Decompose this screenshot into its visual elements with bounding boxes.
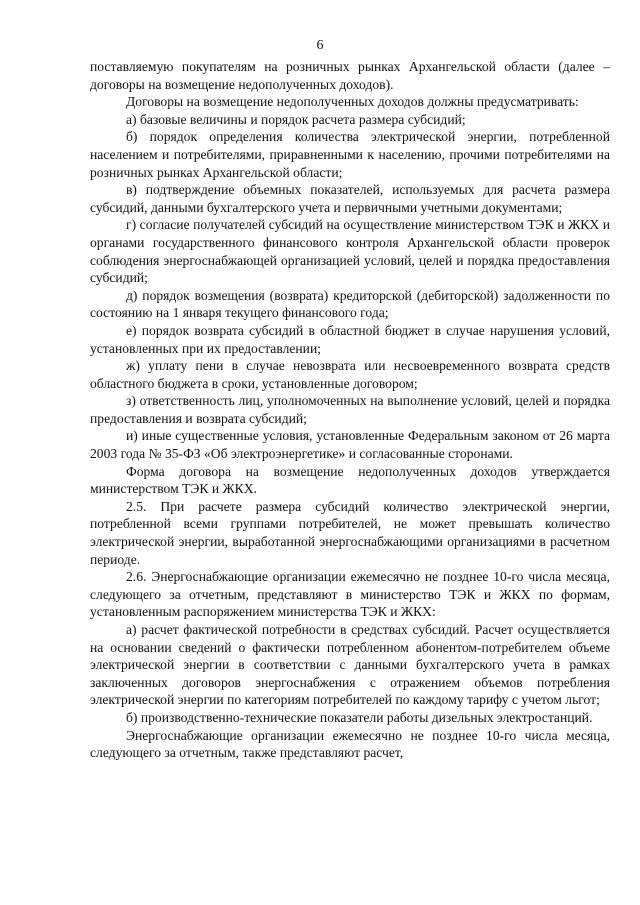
list-item-d: д) порядок возмещения (возврата) кредиторской (дебиторской) задолженности по состоянию на 1 января текущего финансового года; bbox=[90, 287, 610, 321]
list-item-b: б) порядок определения количества электрической энергии, потребленной населением и потребителями, приравненными к населению, прочими потребителями на розничных рынках Архангельской области; bbox=[90, 129, 610, 180]
list-item-g: г) согласие получателей субсидий на осуществление министерством ТЭК и ЖКХ и органами государственного финансового контроля Архангельской области проверок соблюдения энергоснабжающей организацией условий, целей и порядка предоставления субсидий; bbox=[90, 217, 610, 286]
list-item-z: з) ответственность лиц, уполномоченных на выполнение условий, целей и порядка предоставления и возврата субсидий; bbox=[90, 393, 610, 426]
list-item-v: в) подтверждение объемных показателей, используемых для расчета размера субсидий, данными бухгалтерского учета и первичными учетными документами; bbox=[90, 182, 610, 215]
document-body bbox=[90, 58, 610, 762]
paragraph-section-2-5: 2.5. При расчете размера субсидий количество электрической энергии, потребленной всеми группами потребителей, не может превышать количество электрической энергии, выработанной энергоснабжающими организациями в расчетном периоде. bbox=[90, 498, 610, 567]
list-item-a: а) базовые величины и порядок расчета размера субсидий; bbox=[126, 111, 466, 127]
paragraph-section-2-6: 2.6. Энергоснабжающие организации ежемесячно не позднее 10-го числа месяца, следующего за отчетным, представляют в министерство ТЭК и ЖКХ по формам, установленным распоряжением министерства ТЭК и ЖКХ: bbox=[90, 569, 610, 620]
paragraph-contract-form: Форма договора на возмещение недополученных доходов утверждается министерством ТЭК и ЖКХ. bbox=[90, 463, 610, 497]
list-item-e: е) порядок возврата субсидий в областной бюджет в случае нарушения условий, установленных при их предоставлении; bbox=[90, 322, 610, 356]
paragraph-contracts-intro: Договоры на возмещение недополученных доходов должны предусматривать: bbox=[126, 94, 579, 110]
list-item-i: и) иные существенные условия, установленные Федеральным законом от 26 марта 2003 года № 35-ФЗ «Об электроэнергетике» и согласованные сторонами. bbox=[90, 428, 610, 462]
list-item-2-6-b: б) производственно-технические показатели работы дизельных электростанций. bbox=[126, 709, 593, 725]
paragraph-monthly-report: Энергоснабжающие организации ежемесячно не позднее 10-го числа месяца, следующего за отчетным, также представляют расчет, bbox=[90, 727, 610, 761]
list-item-zh: ж) уплату пени в случае невозврата или несвоевременного возврата средств областного бюджета в сроки, установленные договором; bbox=[90, 358, 610, 391]
list-item-2-6-a: а) расчет фактической потребности в средствах субсидий. Расчет осуществляется на основании сведений о фактически потребленном абонентом-потребителем объеме электрической энергии в соответствии с данными бухгалтерского учета в рамках заключенных договоров энергоснабжения с отражением объемов потребления электрической энергии по категориям потребителей по каждому тарифу с учетом льгот; bbox=[90, 622, 610, 708]
paragraph-continuation: поставляемую покупателям на розничных рынках Архангельской области (далее – договоры на возмещение недополученных доходов). bbox=[90, 59, 610, 92]
page-number: 6 bbox=[316, 38, 324, 53]
